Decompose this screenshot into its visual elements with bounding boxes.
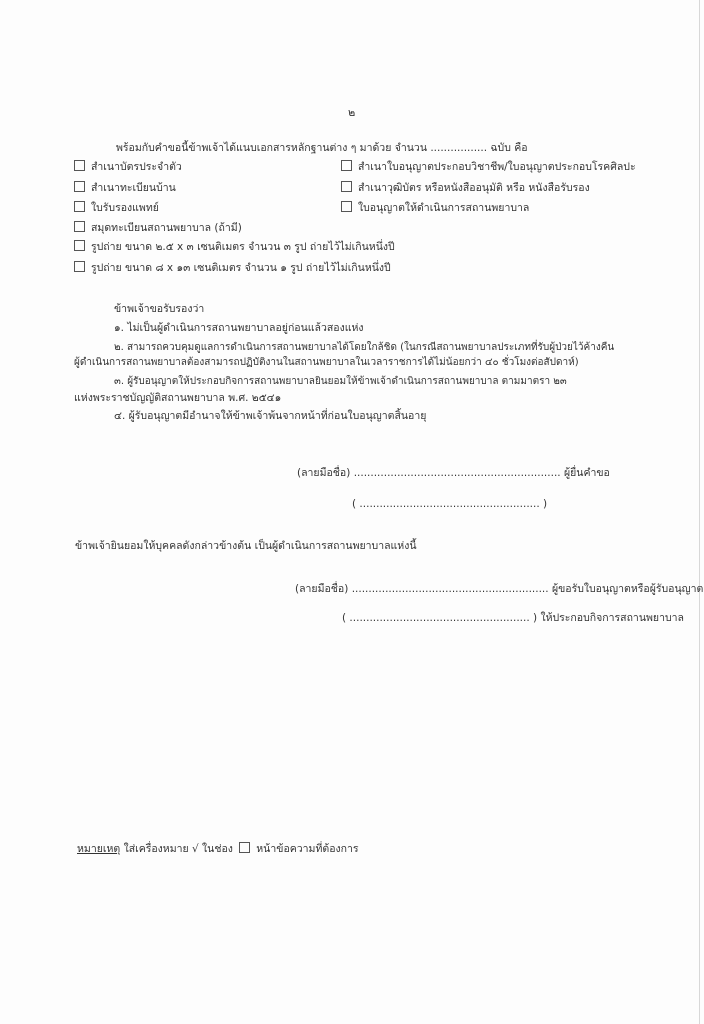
attachment-item[interactable]: ใบรับรองแพทย์ bbox=[74, 201, 159, 215]
note-label: หมายเหตุ bbox=[77, 843, 121, 855]
signature-field[interactable]: .............................................................. bbox=[353, 467, 561, 479]
certify-heading: ข้าพเจ้าขอรับรองว่า bbox=[114, 303, 205, 315]
certify-item-2-cont: ผู้ดำเนินการสถานพยาบาลต้องสามารถปฏิบัติงานในสถานพยาบาลในเวลาราชการได้ไม่น้อยกว่า ๔๐ ชั่วโมงต่อสัปดาห์) bbox=[74, 357, 579, 368]
checkbox[interactable] bbox=[341, 160, 352, 171]
attachments-intro: พร้อมกับคำขอนี้ข้าพเจ้าได้แนบเอกสารหลักฐานต่าง ๆ มาด้วย จำนวน ................. ฉบับ คือ bbox=[116, 142, 528, 154]
certify-item-4: ๔. ผู้รับอนุญาตมีอำนาจให้ข้าพเจ้าพ้นจากหน้าที่ก่อนใบอนุญาตสิ้นอายุ bbox=[114, 410, 427, 422]
page-edge bbox=[699, 0, 700, 1024]
applicant-signature-line[interactable]: (ลายมือชื่อ) .............................................................. ผู้ยื่นคำขอ bbox=[297, 467, 610, 479]
attachment-item[interactable]: สำเนาทะเบียนบ้าน bbox=[74, 181, 176, 195]
signature-field[interactable]: ........................................................... bbox=[351, 583, 549, 595]
attachment-item[interactable]: สำเนาใบอนุญาตประกอบวิชาชีพ/ใบอนุญาตประกอบโรคศิลปะ bbox=[341, 160, 636, 174]
attachment-item[interactable]: สำเนาวุฒิบัตร หรือหนังสืออนุมัติ หรือ หนังสือรับรอง bbox=[341, 181, 590, 195]
certify-item-1: ๑. ไม่เป็นผู้ดำเนินการสถานพยาบาลอยู่ก่อนแล้วสองแห่ง bbox=[114, 322, 364, 334]
attachment-item[interactable]: รูปถ่าย ขนาด ๒.๕ x ๓ เซนติเมตร จำนวน ๓ รูป ถ่ายไว้ไม่เกินหนึ่งปี bbox=[74, 240, 395, 254]
checkbox[interactable] bbox=[74, 261, 85, 272]
page-number: ๒ bbox=[348, 106, 356, 119]
attachment-item[interactable]: สำเนาบัตรประจำตัว bbox=[74, 160, 182, 174]
checkbox[interactable] bbox=[341, 201, 352, 212]
certify-item-3-cont: แห่งพระราชบัญญัติสถานพยาบาล พ.ศ. ๒๕๔๑ bbox=[74, 392, 282, 404]
consent-text: ข้าพเจ้ายินยอมให้บุคคลดังกล่าวข้างต้น เป็นผู้ดำเนินการสถานพยาบาลแห่งนี้ bbox=[75, 540, 417, 552]
checkbox[interactable] bbox=[341, 181, 352, 192]
attachment-item[interactable]: รูปถ่าย ขนาด ๘ x ๑๓ เซนติเมตร จำนวน ๑ รูป ถ่ายไว้ไม่เกินหนึ่งปี bbox=[74, 261, 391, 275]
checkbox[interactable] bbox=[74, 160, 85, 171]
checkbox[interactable] bbox=[74, 201, 85, 212]
certify-item-2: ๒. สามารถควบคุมดูแลการดำเนินการสถานพยาบาลได้โดยใกล้ชิด (ในกรณีสถานพยาบาลประเภทที่รับผู้ป่วยไว้ค้างคืน bbox=[114, 342, 615, 353]
licensee-name-field[interactable]: ( ...................................................... ) ให้ประกอบกิจการสถานพยาบาล bbox=[342, 612, 684, 624]
licensee-signature-line[interactable]: (ลายมือชื่อ) ........................................................... ผู้ขอรับใบอนุญาตหรือผู้รับอนุญาต bbox=[295, 583, 704, 595]
attachment-item[interactable]: ใบอนุญาตให้ดำเนินการสถานพยาบาล bbox=[341, 201, 529, 215]
checkbox[interactable] bbox=[74, 181, 85, 192]
checkbox-symbol bbox=[239, 842, 250, 853]
attachment-item[interactable]: สมุดทะเบียนสถานพยาบาล (ถ้ามี) bbox=[74, 221, 242, 235]
checkbox[interactable] bbox=[74, 221, 85, 232]
applicant-name-field[interactable]: ( ...................................................... ) bbox=[352, 498, 548, 510]
footnote: หมายเหตุ ใส่เครื่องหมาย √ ในช่อง หน้าข้อความที่ต้องการ bbox=[77, 843, 359, 855]
certify-item-3: ๓. ผู้รับอนุญาตให้ประกอบกิจการสถานพยาบาลยินยอมให้ข้าพเจ้าดำเนินการสถานพยาบาล ตามมาตรา ๒๓ bbox=[114, 376, 567, 387]
checkbox[interactable] bbox=[74, 240, 85, 251]
